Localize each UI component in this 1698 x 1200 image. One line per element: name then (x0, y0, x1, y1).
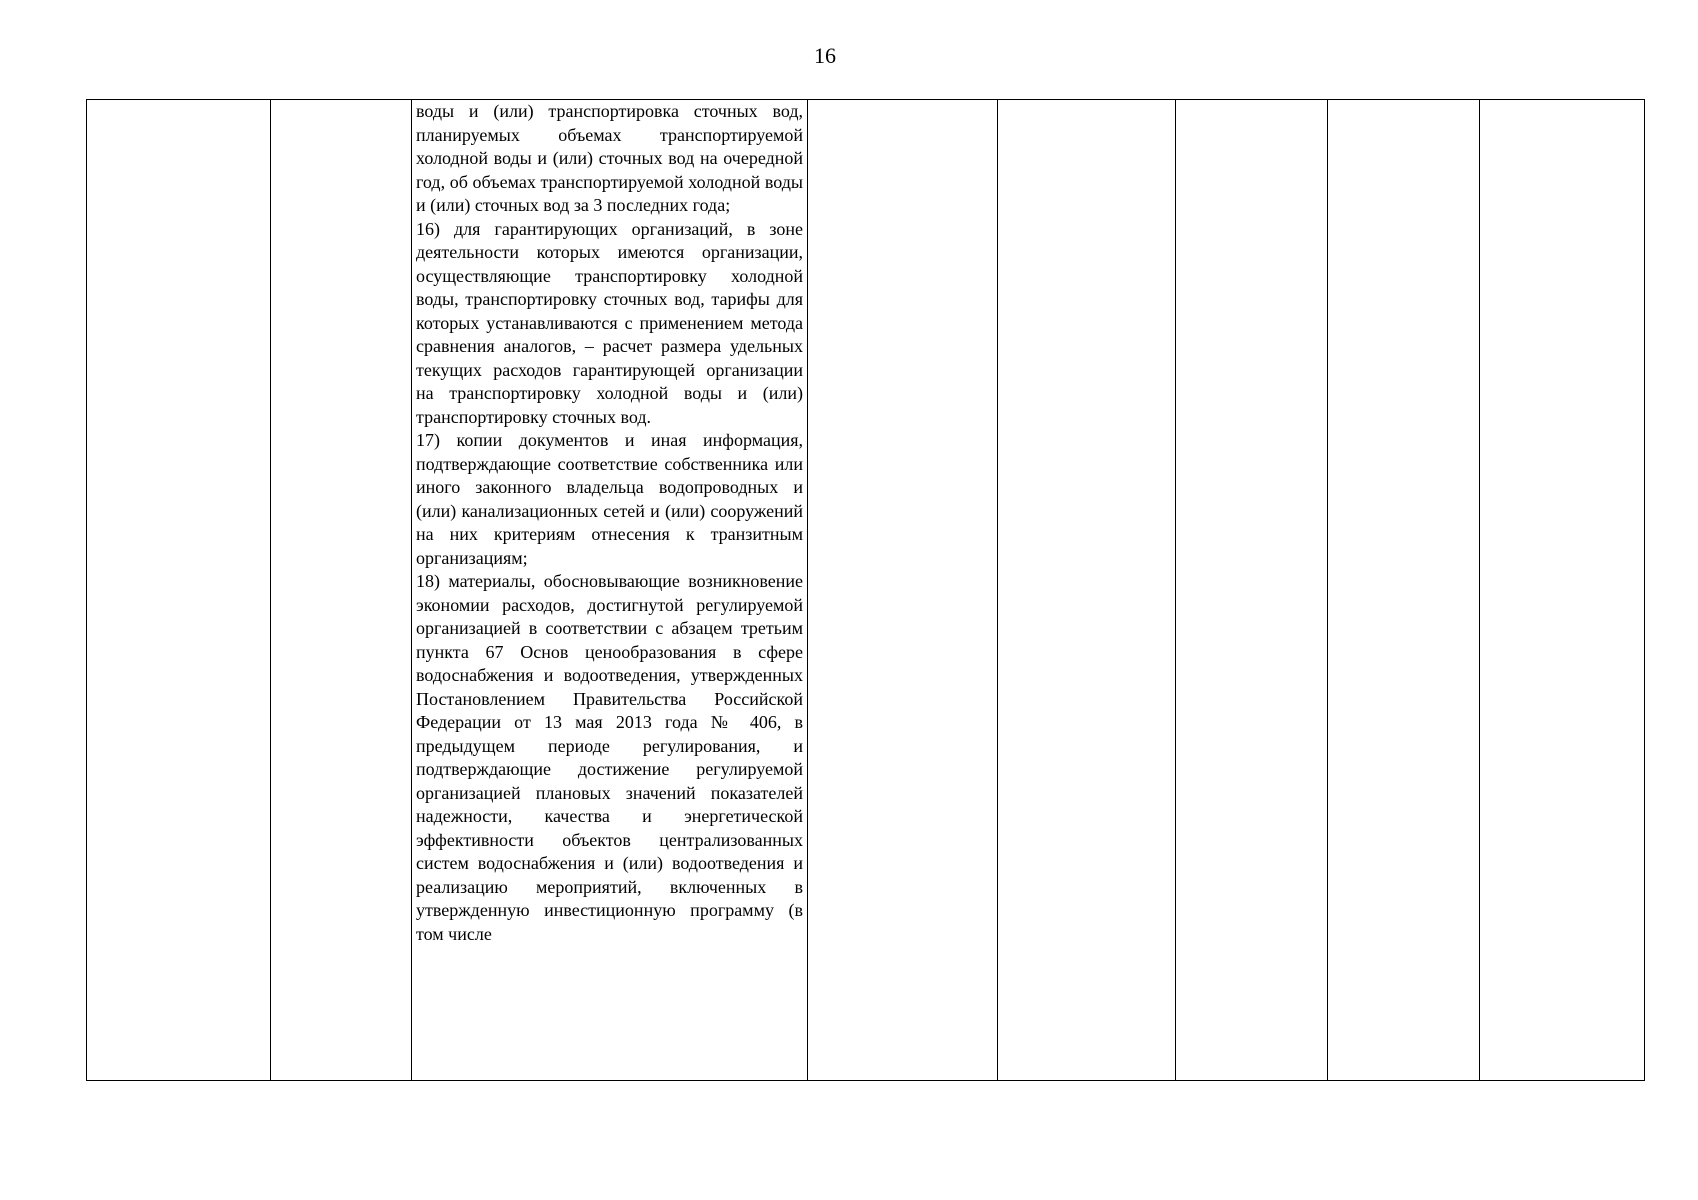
paragraph-item-16: 16) для гарантирующих организаций, в зоне деятельности которых имеются организации, осуществляющие транспортировку холодной воды, транспортировку сточных вод, тарифы для которых устанавливаются с применением метода сравнения аналогов, – расчет размера удельных текущих расходов гарантирующей организации на транспортировку холодной воды и (или) транспортировку сточных вод. (416, 218, 803, 427)
table-cell-col-6 (1176, 100, 1328, 1081)
table-cell-col-1 (87, 100, 271, 1081)
table-cell-col-2 (271, 100, 412, 1081)
paragraph-item-18: 18) материалы, обосновывающие возникновение экономии расходов, достигнутой регулируемой организацией в соответствии с абзацем третьим пункта 67 Основ ценообразования в сфере водоснабжения и водоотведения, утвержденных Постановлением Правительства Российской Федерации от 13 мая 2013 года № 406, в предыдущем периоде регулирования, и подтверждающие достижение регулируемой организацией плановых значений показателей надежности, качества и энергетической эффективности объектов централизованных систем водоснабжения и (или) водоотведения и реализацию мероприятий, включенных в утвержденную инвестиционную программу (в том числе (416, 571, 803, 944)
table-cell-col-7 (1328, 100, 1480, 1081)
paragraph-item-17: 17) копии документов и иная информация, подтверждающие соответствие собственника или иного законного владельца водопроводных и (или) канализационных сетей и (или) сооружений на них критериям отнесения к транзитным организациям; (416, 430, 803, 568)
table-cell-col-8 (1480, 100, 1645, 1081)
table-cell-col-5 (998, 100, 1176, 1081)
table-cell-col-4 (808, 100, 998, 1081)
requirements-table (86, 99, 1645, 1081)
table-cell-description (412, 100, 808, 1081)
table-row (87, 100, 1645, 1081)
page-number: 16 (814, 43, 836, 68)
paragraph-continuation: воды и (или) транспортировка сточных вод, планируемых объемах транспортируемой холодной воды и (или) сточных вод на очередной год, об объемах транспортируемой холодной воды и (или) сточных вод за 3 последних года; (416, 101, 803, 215)
